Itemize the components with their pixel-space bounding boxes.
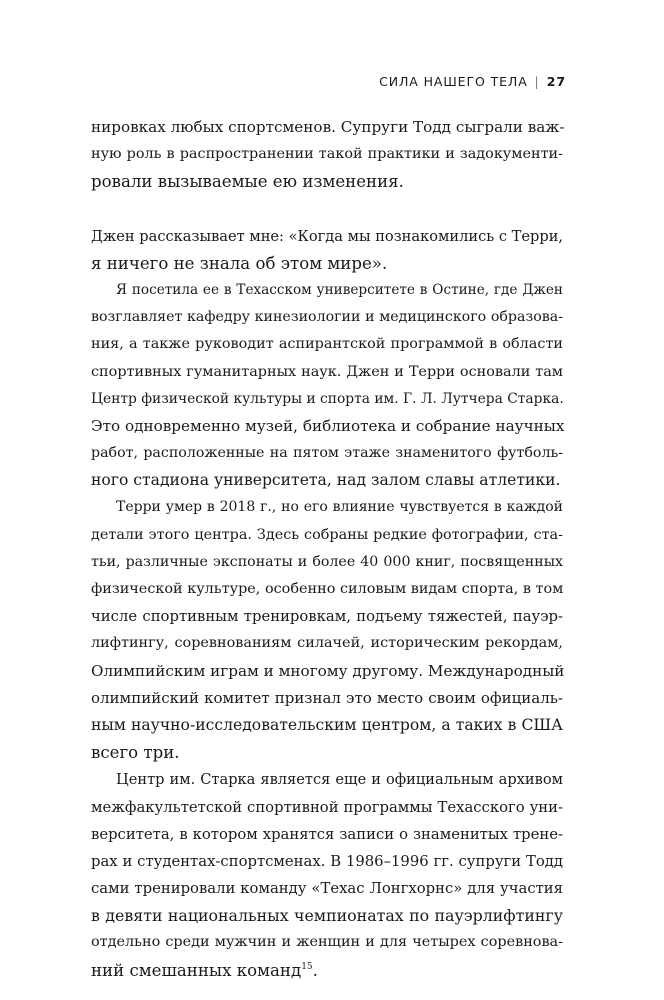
text-line [91, 875, 563, 902]
text-line-content: спортивных гуманитарных наук. Джен и Терри основали там [91, 363, 563, 380]
paragraph-gap [91, 196, 563, 223]
text-line-content: сами тренировали команду «Техас Лонгхорнс» для участия [91, 880, 563, 898]
text-line-content: верситета, в котором хранятся записи о знаменитых трене- [91, 825, 563, 843]
page-number: 27 [546, 74, 566, 89]
text-line [91, 957, 563, 984]
text-line [91, 223, 563, 250]
text-line-content: ний смешанных команд [91, 960, 302, 980]
text-line-content: Это одновременно музей, библиотека и собрание научных [91, 416, 565, 435]
text-line-content: Центр физической культуры и спорта им. Г. Л. Лутчера Старка. [91, 390, 564, 407]
text-line-content: олимпийский комитет признал это место своим официаль- [91, 688, 563, 707]
text-line [91, 386, 563, 413]
text-line-content: работ, расположенные на пятом этаже знаменитого футболь- [91, 445, 563, 462]
text-line-content: ным научно-исследовательским центром, а таких в США [91, 715, 563, 734]
text-line [91, 929, 563, 956]
text-line [91, 766, 563, 793]
paragraph [91, 223, 563, 277]
text-line [91, 250, 563, 277]
text-line [91, 603, 563, 630]
text-line [91, 794, 563, 821]
text-line-content: детали этого центра. Здесь собраны редкие фотографии, ста- [91, 526, 563, 543]
text-line [91, 630, 563, 657]
text-line-content: ного стадиона университета, над залом славы атлетики. [91, 471, 561, 490]
text-line-content: физической культуре, особенно силовым видам спорта, в том [91, 581, 564, 597]
text-line [91, 331, 563, 358]
text-line [91, 821, 563, 848]
text-line [91, 277, 563, 304]
text-line-content: числе спортивным тренировкам, подъему тяжестей, пауэр- [91, 608, 563, 626]
text-line-content: возглавляет кафедру кинезиологии и медицинского образова- [91, 309, 563, 326]
paragraph [91, 494, 563, 766]
text-line [91, 141, 563, 168]
text-line [91, 114, 563, 141]
text-line [91, 467, 563, 494]
text-line [91, 712, 563, 739]
running-title: СИЛА НАШЕГО ТЕЛА [379, 74, 528, 89]
text-line-content: в девяти национальных чемпионатах по пауэрлифтингу [91, 906, 563, 926]
text-line-content: Я посетила ее в Техасском университете в Остине, где Джен [116, 281, 563, 298]
running-head [379, 74, 566, 89]
text-line [91, 658, 563, 685]
text-line-content: отдельно среди мужчин и женщин и для четырех соревнова- [91, 934, 563, 951]
text-line-content: ния, а также руководит аспирантской программой в области [91, 336, 563, 353]
paragraph [91, 277, 563, 495]
text-line-content: Олимпийским играм и многому другому. Международный [91, 661, 565, 680]
text-line [91, 359, 563, 386]
paragraph [91, 766, 563, 984]
end-punctuation: . [312, 960, 318, 980]
text-line-content: лифтингу, соревнованиям силачей, историческим рекордам, [91, 635, 563, 652]
text-line-content: рах и студентах-спортсменах. В 1986–1996 гг. супруги Тодд [91, 852, 563, 870]
text-line [91, 902, 563, 929]
text-line [91, 549, 563, 576]
text-line-content: Джен рассказывает мне: «Когда мы познакомились с Терри, [91, 227, 564, 245]
footnote-reference[interactable]: 15 [301, 961, 313, 972]
body-text [91, 114, 563, 984]
text-line-content: Центр им. Старка является еще и официальным архивом [116, 771, 563, 789]
text-line-content: межфакультетской спортивной программы Техасского уни- [91, 798, 563, 816]
text-line-content: я ничего не знала об этом мире». [91, 253, 388, 273]
text-line-content: всего три. [91, 743, 180, 763]
text-line [91, 685, 563, 712]
text-line [91, 522, 563, 549]
text-line [91, 576, 563, 603]
text-line [91, 304, 563, 331]
paragraph [91, 114, 563, 196]
text-line [91, 168, 563, 195]
text-line [91, 739, 563, 766]
text-line [91, 848, 563, 875]
text-line-content: нировках любых спортсменов. Супруги Тодд сыграли важ- [91, 118, 565, 136]
text-line-content: ровали вызываемые ею изменения. [91, 172, 404, 192]
text-line [91, 440, 563, 467]
text-line-content: тьи, различные экспонаты и более 40 000 книг, посвященных [91, 553, 563, 570]
text-line-content: ную роль в распространении такой практики и задокументи- [91, 146, 563, 163]
text-line [91, 413, 563, 440]
header-separator: | [534, 74, 540, 89]
text-line-content: Терри умер в 2018 г., но его влияние чувствуется в каждой [116, 499, 563, 516]
text-line [91, 494, 563, 521]
